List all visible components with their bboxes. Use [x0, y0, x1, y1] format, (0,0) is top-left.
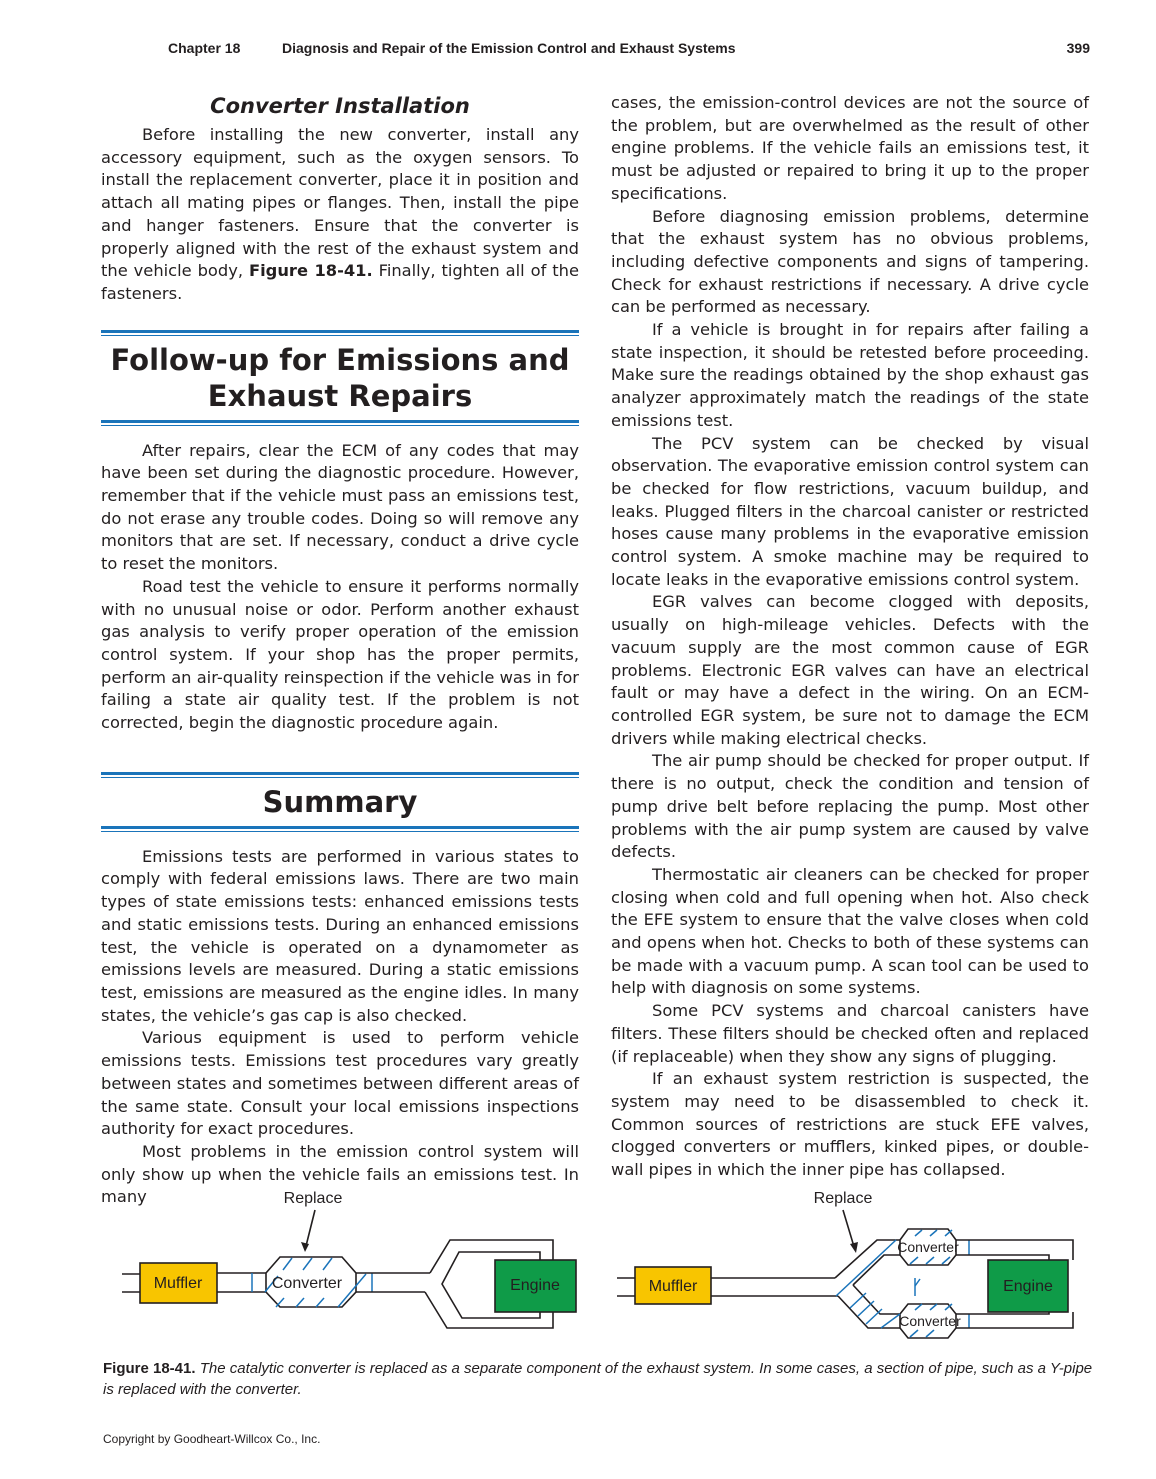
copyright-notice: Copyright by Goodheart-Willcox Co., Inc.: [103, 1432, 321, 1446]
engine-label: Engine: [1003, 1278, 1053, 1295]
right-exhaust-diagram: [617, 1190, 1073, 1338]
body-paragraph: The PCV system can be checked by visual observation. The evaporative emission control system can be checked for flow restrictions, vacuum buildup, and leaks. Plugged filters in the charcoal canister or restricted hoses cause many problems in the evaporative emission control system. A smoke machine may be required to locate leaks in the evaporative emissions control system.: [611, 433, 1089, 589]
followup-heading: Follow-up for Emissions and Exhaust Repairs: [110, 342, 570, 413]
summary-paragraph: Various equipment is used to perform vehicle emissions tests. Emissions test procedures vary greatly between states and sometimes between different areas of the same state. Consult your local emissions inspections authority for exact procedures.: [101, 1028, 579, 1139]
running-header: [168, 40, 1090, 62]
engine-label: Engine: [510, 1277, 560, 1294]
right-column: [611, 92, 1089, 1182]
replace-label: Replace: [813, 1190, 873, 1207]
converter-installation-paragraph: [101, 124, 579, 306]
body-paragraph: Thermostatic air cleaners can be checked for proper closing when cold and full opening when hot. Also check the EFE system to ensure that the valve closes when cold and opens when hot. Checks to both of these systems can be made with a vacuum pump. A scan tool can be used to help with diagnosis on some systems.: [611, 864, 1089, 998]
paragraph-text: Finally, tighten all of the fasteners.: [101, 261, 579, 303]
figure-caption: [103, 1358, 1093, 1400]
left-column: [101, 92, 579, 1209]
pointer-arrowhead: [301, 1242, 309, 1252]
body-paragraph: Before diagnosing emission problems, determine that the exhaust system has no obvious problems, including defective components and signs of tampering. Check for exhaust restrictions if necessary. A drive cycle can be performed as necessary.: [611, 206, 1089, 317]
paragraph-text: Before installing the new converter, install any accessory equipment, such as the oxygen sensors. To install the replacement converter, place it in position and attach all mating pipes or flanges. Then, install the pipe and hanger fasteners. Ensure that the converter is properly aligned with the rest of the exhaust system and the vehicle body,: [101, 125, 579, 281]
figure-reference: Figure 18-41.: [248, 261, 373, 281]
summary-heading: Summary: [262, 784, 418, 819]
muffler-label: Muffler: [153, 1275, 203, 1292]
pointer-arrowhead: [850, 1242, 858, 1253]
converter-top-label: Converter: [897, 1239, 959, 1255]
figure-caption-label: Figure 18-41.: [103, 1360, 196, 1377]
heading-rule-top: [101, 772, 579, 778]
body-paragraph: Some PCV systems and charcoal canisters have filters. These filters should be checked often and replaced (if replaceable) when they show any signs of plugging.: [611, 1001, 1089, 1066]
replace-label: Replace: [283, 1190, 343, 1207]
converter-label: Converter: [271, 1275, 343, 1292]
body-paragraph: The air pump should be checked for proper output. If there is no output, check the condition and tension of pump drive belt before replacing the pump. Most other problems with the air pump system are caused by valve defects.: [611, 751, 1089, 862]
summary-paragraph: Emissions tests are performed in various states to comply with federal emissions laws. There are two main types of state emissions tests: enhanced emissions tests and static emissions tests. During an enhanced emissions test, the vehicle is operated on a dynamometer as emissions levels are measured. During a static emissions test, emissions are measured as the engine idles. In many states, the vehicle’s gas cap is also checked.: [101, 846, 579, 1025]
left-exhaust-diagram: [122, 1190, 576, 1328]
figure-caption-text: The catalytic converter is replaced as a separate component of the exhaust system. In some cases, a section of pipe, such as a Y-pipe is replaced with the converter.: [103, 1360, 1093, 1398]
muffler-label: Muffler: [648, 1278, 698, 1295]
figure-18-41: [100, 1180, 1100, 1340]
followup-paragraph: After repairs, clear the ECM of any codes that may have been set during the diagnostic procedure. However, remember that if the vehicle must pass an emissions test, do not erase any trouble codes. Doing so will remove any monitors that are set. If necessary, conduct a drive cycle to reset the monitors.: [101, 440, 579, 574]
continued-paragraph: cases, the emission-control devices are not the source of the problem, but are overwhelmed as the result of other engine problems. If the vehicle fails an emissions test, it must be adjusted or repaired to bring it up to the proper specifications.: [611, 93, 1089, 203]
chapter-title: Diagnosis and Repair of the Emission Control and Exhaust Systems: [282, 40, 736, 56]
chapter-label: Chapter 18: [168, 40, 241, 56]
exhaust-diagrams: [100, 1180, 1100, 1340]
body-paragraph: If a vehicle is brought in for repairs after failing a state inspection, it should be retested before proceeding. Make sure the readings obtained by the shop exhaust gas analyzer approximately match the readings of the state emissions test.: [611, 320, 1089, 430]
body-paragraph: EGR valves can become clogged with deposits, usually on high-mileage vehicles. Defects with the vacuum supply are the most common cause of EGR problems. Electronic EGR valves can have an electrical fault or may have a defect in the wiring. On an ECM-controlled EGR system, be sure not to damage the ECM drivers while making electrical checks.: [611, 592, 1089, 748]
converter-installation-heading: Converter Installation: [210, 94, 470, 118]
page-number: 399: [1066, 40, 1090, 56]
followup-paragraph: Road test the vehicle to ensure it performs normally with no unusual noise or odor. Perform another exhaust gas analysis to verify proper operation of the emission control system. If your shop has the proper permits, perform an air-quality reinspection if the vehicle was in for failing a state air quality test. If the problem is not corrected, begin the diagnostic procedure again.: [101, 576, 579, 733]
converter-bottom-label: Converter: [899, 1313, 961, 1329]
heading-rule-top: [101, 330, 579, 336]
summary-paragraph: Most problems in the emission control system will only show up when the vehicle fails an emissions test. In many: [101, 1141, 579, 1207]
body-paragraph: If an exhaust system restriction is suspected, the system may need to be disassembled to check it. Common sources of restrictions are stuck EFE valves, clogged converters or mufflers, kinked pipes, or double-wall pipes in which the inner pipe has collapsed.: [611, 1069, 1089, 1180]
